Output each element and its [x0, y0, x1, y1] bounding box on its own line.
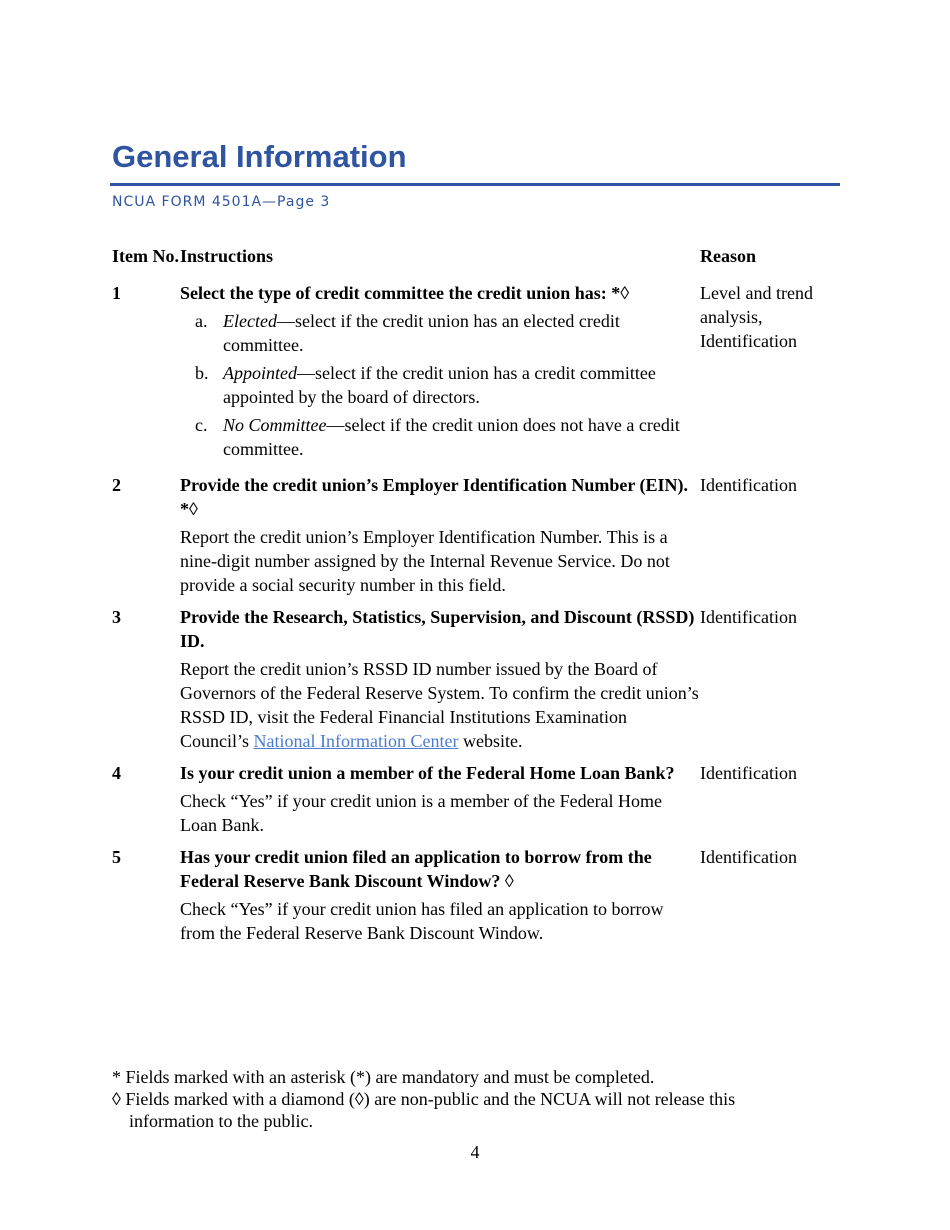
description-text: Report the credit union’s RSSD ID number issued by the Board of Governors of the Federal Reserve System. To confirm the credit union’s RSSD ID, visit the Federal Financial Institutions Examination Council’s — [180, 659, 699, 751]
item-reason: Identification — [700, 847, 797, 867]
list-item — [180, 361, 700, 409]
option-term: Elected — [223, 311, 277, 331]
list-item — [180, 309, 700, 357]
item-reason: Level and trend analysis, Identification — [700, 283, 813, 351]
description-text-end: website. — [458, 731, 523, 751]
page-title: General Information — [112, 139, 407, 174]
item-description: Check “Yes” if your credit union is a member of the Federal Home Loan Bank. — [180, 791, 663, 835]
option-list — [180, 309, 700, 461]
footnote-diamond: ◊ Fields marked with a diamond (◊) are non-public and the NCUA will not release this — [112, 1089, 736, 1109]
item-description — [180, 657, 700, 753]
table-header-row — [112, 244, 840, 281]
item-number: 4 — [112, 763, 121, 783]
item-question: Has your credit union filed an application to borrow from the Federal Reserve Bank Discount Window? ◊ — [180, 847, 652, 891]
item-description: Check “Yes” if your credit union has filed an application to borrow from the Federal Reserve Bank Discount Window. — [180, 899, 664, 943]
list-item — [180, 413, 700, 461]
item-number: 5 — [112, 847, 121, 867]
item-reason: Identification — [700, 607, 797, 627]
item-instructions — [180, 605, 700, 761]
item-reason: Identification — [700, 763, 797, 783]
column-header-reason: Reason — [700, 246, 757, 266]
item-number: 2 — [112, 475, 121, 495]
table-row — [112, 845, 840, 953]
option-letter: b. — [195, 363, 209, 383]
item-question: Select the type of credit committee the credit union has: *◊ — [180, 283, 630, 303]
option-text: —select if the credit union does not have a credit committee. — [223, 415, 680, 459]
footnote-asterisk: * Fields marked with an asterisk (*) are mandatory and must be completed. — [112, 1067, 655, 1087]
item-instructions — [180, 281, 700, 473]
option-text: —select if the credit union has a credit committee appointed by the board of directors. — [223, 363, 656, 407]
item-description: Report the credit union’s Employer Identification Number. This is a nine-digit number assigned by the Internal Revenue Service. Do not provide a social security number in this field. — [180, 527, 670, 595]
footnotes — [112, 1066, 812, 1132]
item-number: 1 — [112, 283, 121, 303]
national-information-center-link[interactable]: National Information Center — [253, 731, 459, 751]
item-number: 3 — [112, 607, 121, 627]
item-question: Provide the credit union’s Employer Identification Number (EIN). *◊ — [180, 475, 688, 519]
footnote-diamond-continued: information to the public. — [129, 1111, 313, 1131]
option-term: No Committee — [223, 415, 327, 435]
option-text: —select if the credit union has an elected credit committee. — [223, 311, 620, 355]
column-header-item-no: Item No. — [112, 246, 179, 266]
item-reason: Identification — [700, 475, 797, 495]
table-row — [112, 281, 840, 473]
item-question: Is your credit union a member of the Federal Home Loan Bank? — [180, 763, 675, 783]
table-row — [112, 473, 840, 605]
page-number: 4 — [470, 1142, 480, 1162]
item-instructions — [180, 761, 700, 845]
item-instructions — [180, 845, 700, 953]
form-subtitle: NCUA FORM 4501A—Page 3 — [112, 194, 331, 210]
table-row — [112, 761, 840, 845]
item-question: Provide the Research, Statistics, Supervision, and Discount (RSSD) ID. — [180, 607, 695, 651]
item-instructions — [180, 473, 700, 605]
column-header-instructions: Instructions — [180, 246, 274, 266]
option-term: Appointed — [223, 363, 297, 383]
instructions-table — [112, 244, 840, 953]
table-row — [112, 605, 840, 761]
option-letter: a. — [195, 311, 208, 331]
title-divider — [110, 183, 840, 186]
option-letter: c. — [195, 415, 208, 435]
